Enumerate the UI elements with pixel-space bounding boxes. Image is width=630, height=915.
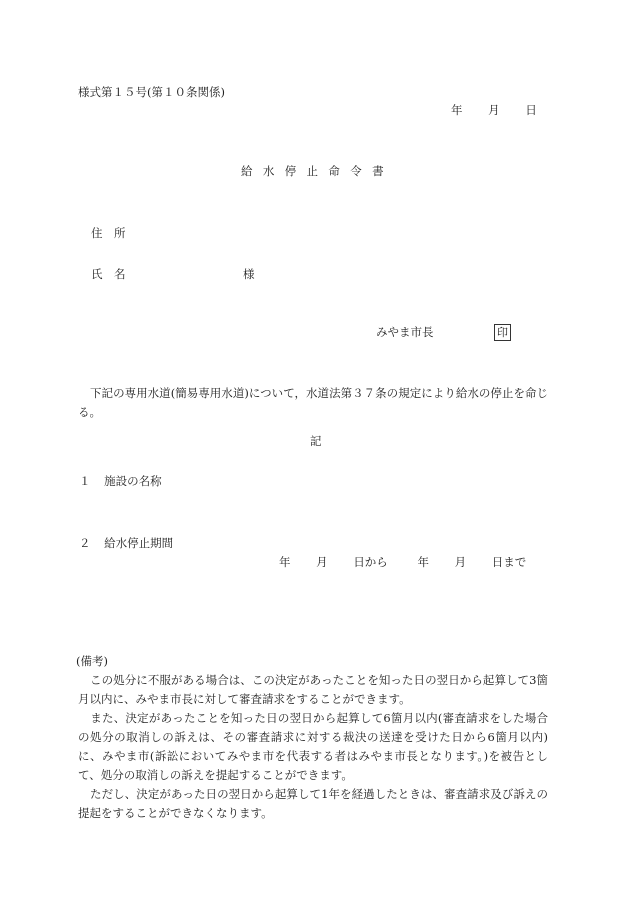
period-month-to: 月 <box>454 555 467 569</box>
period-year-to: 年 <box>417 555 429 569</box>
name-label: 氏 名 <box>91 267 126 281</box>
item-2-label: 給水停止期間 <box>104 536 174 550</box>
remarks-heading: (備考) <box>76 654 108 668</box>
body-text-content: 下記の専用水道(簡易専用水道)について，水道法第３７条の規定により給水の停止を命じる。 <box>78 386 548 419</box>
seal-mark: 印 <box>494 324 511 341</box>
remark-1-text: この処分に不服がある場合は、この決定があったことを知った日の翌日から起算して3箇月以内に、みやま市長に対して審査請求をすることができます。 <box>78 673 548 706</box>
stop-period <box>279 556 526 570</box>
period-year-from: 年 <box>279 555 291 569</box>
date-header <box>451 104 537 118</box>
item-2 <box>79 537 173 551</box>
remark-2 <box>78 709 548 785</box>
form-number: 様式第１５号(第１０条関係) <box>78 85 225 99</box>
date-day: 日 <box>525 103 537 117</box>
body-text <box>78 384 548 422</box>
date-year: 年 <box>451 103 463 117</box>
period-day-to: 日まで <box>491 555 527 569</box>
address-label: 住 所 <box>91 226 126 240</box>
date-month: 月 <box>488 103 500 117</box>
issuer: みやま市長 <box>376 325 434 339</box>
item-1 <box>79 475 162 489</box>
document-title: 給水停止命令書 <box>241 164 394 178</box>
item-2-number: ２ <box>79 536 91 550</box>
remark-2-text: また、決定があったことを知った日の翌日から起算して6箇月以内(審査請求をした場合の処分の取消しの訴えは、その審査請求に対する裁決の送達を受けた日から6箇月以内)に、みやま市(訴訟においてみやま市を代表する者はみやま市長となります。)を被告として、処分の取消しの訴えを提起することができます。 <box>78 711 548 782</box>
remark-1 <box>78 671 548 709</box>
ki-heading: 記 <box>310 434 322 448</box>
honorific: 様 <box>243 267 255 281</box>
period-day-from: 日から <box>353 555 388 569</box>
remark-3 <box>78 785 548 823</box>
item-1-number: １ <box>79 474 91 488</box>
item-1-label: 施設の名称 <box>104 474 162 488</box>
period-month-from: 月 <box>316 555 328 569</box>
remark-3-text: ただし、決定があった日の翌日から起算して1年を経過したときは、審査請求及び訴えの提起をすることができなくなります。 <box>78 787 548 820</box>
